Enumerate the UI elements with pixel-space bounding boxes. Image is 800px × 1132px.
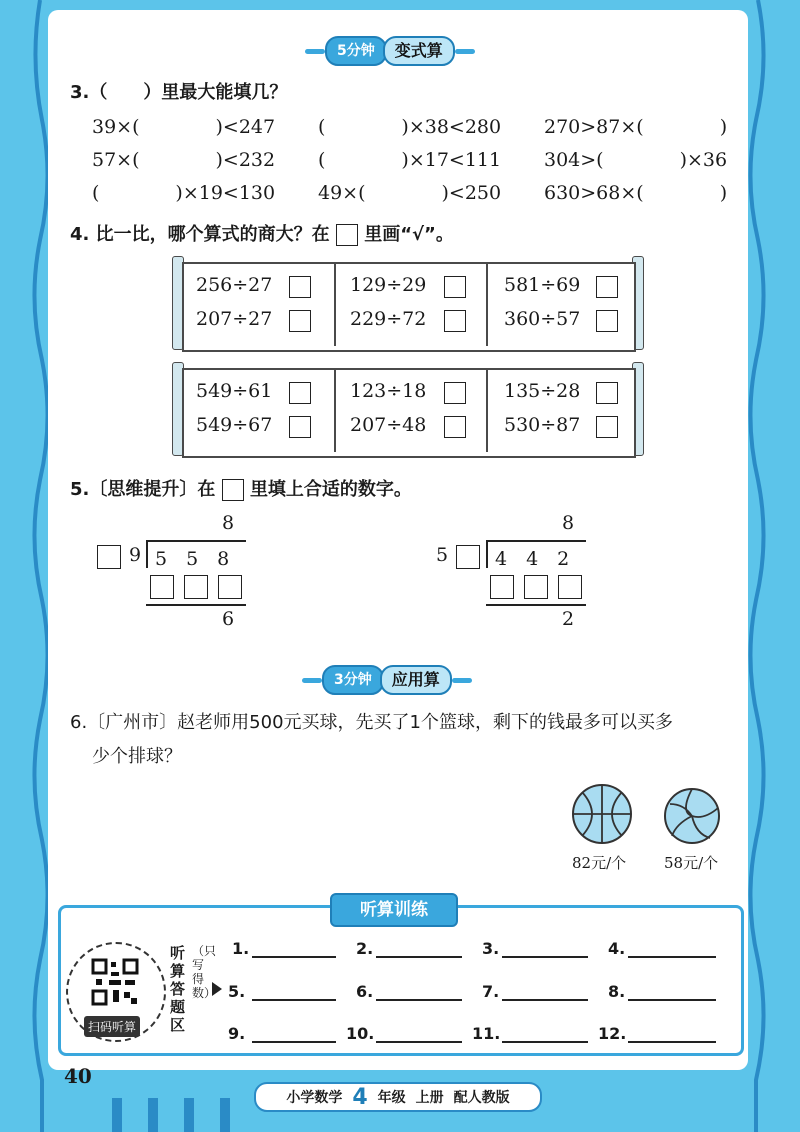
answer-checkbox[interactable] [444, 276, 466, 298]
drill-minutes: 5分钟 [325, 36, 387, 66]
answer-checkbox[interactable] [289, 276, 311, 298]
question-6-line2: 少个排球？ [92, 746, 182, 767]
question-5-title [70, 475, 412, 501]
answer-line[interactable] [502, 1041, 588, 1043]
dividend: 4 4 2 [495, 548, 570, 570]
product-digit-box[interactable] [184, 575, 208, 599]
listening-title: 听算训练 [330, 893, 458, 927]
apply-minutes: 3分钟 [322, 665, 384, 695]
compare-cell [334, 370, 488, 452]
q3-row3-col2: 49×( )<250 [318, 182, 502, 204]
answer-checkbox[interactable] [444, 310, 466, 332]
division-bracket [146, 540, 148, 568]
divisor-digit: 5 [436, 544, 449, 566]
scan-label: 扫码听算 [84, 1016, 140, 1037]
compare-cell [486, 370, 630, 452]
answer-line[interactable] [628, 1041, 716, 1043]
footer-edition: 配人教版 [453, 1090, 510, 1106]
answer-checkbox[interactable] [596, 416, 618, 438]
subtraction-line [146, 604, 246, 606]
q3-row1-col1: 39×( )<247 [92, 116, 276, 138]
expression: 530÷87 [504, 414, 581, 436]
compare-cell [184, 264, 336, 346]
basketball-price: 82元/个 [572, 854, 627, 872]
volleyball-icon [662, 786, 722, 846]
drill-title: 变式算 [383, 36, 455, 66]
answer-line[interactable] [376, 1041, 462, 1043]
answer-line[interactable] [376, 999, 462, 1001]
qr-code-icon[interactable] [91, 958, 139, 1006]
drill-banner [305, 38, 475, 64]
footer-subject: 小学数学 [286, 1090, 343, 1106]
divisor-digit-box[interactable] [97, 545, 121, 569]
division-bar [146, 540, 246, 542]
answer-number: 7. [482, 982, 500, 1001]
product-digit-box[interactable] [218, 575, 242, 599]
answer-checkbox[interactable] [596, 310, 618, 332]
question-4-title [70, 220, 454, 246]
answer-checkbox[interactable] [289, 416, 311, 438]
expression: 229÷72 [350, 308, 427, 330]
q4-title-post: 里画“√”。 [364, 224, 454, 245]
q3-row2-col3: 304>( )×36 [544, 149, 728, 171]
expression: 360÷57 [504, 308, 581, 330]
footer-volume: 上册 [415, 1090, 444, 1106]
question-6-line1: 6.〔广州市〕赵老师用500元买球，先买了1个篮球，剩下的钱最多可以买多 [70, 712, 673, 733]
dividend: 5 5 8 [155, 548, 230, 570]
divisor-digit-box[interactable] [456, 545, 480, 569]
answer-number: 1. [232, 939, 250, 958]
answer-checkbox[interactable] [596, 276, 618, 298]
answer-area-note: （只写得数） [192, 944, 217, 1000]
expression: 256÷27 [196, 274, 273, 296]
division-bar [486, 540, 586, 542]
answer-line[interactable] [502, 999, 588, 1001]
answer-checkbox[interactable] [596, 382, 618, 404]
answer-box-icon [222, 479, 244, 501]
basketball-icon [570, 782, 634, 846]
answer-number: 5. [228, 982, 246, 1001]
answer-number: 3. [482, 939, 500, 958]
answer-line[interactable] [252, 1041, 336, 1043]
q3-row3-col3: 630>68×( ) [544, 182, 728, 204]
answer-line[interactable] [252, 956, 336, 958]
expression: 549÷67 [196, 414, 273, 436]
apply-title: 应用算 [380, 665, 452, 695]
compare-cell [334, 264, 488, 346]
volleyball-price: 58元/个 [664, 854, 719, 872]
q5-title-post: 里填上合适的数字。 [249, 479, 412, 500]
q3-row1-col3: 270>87×( ) [544, 116, 728, 138]
compare-cell [486, 264, 630, 346]
q5-title-pre: 5.〔思维提升〕在 [70, 479, 216, 500]
divisor-digit: 9 [129, 544, 142, 566]
q3-row2-col1: 57×( )<232 [92, 149, 276, 171]
answer-area-label: 听算答题区 [170, 944, 186, 1034]
product-digit-box[interactable] [150, 575, 174, 599]
product-digit-box[interactable] [524, 575, 548, 599]
expression: 581÷69 [504, 274, 581, 296]
expression: 135÷28 [504, 380, 581, 402]
compare-cell [184, 370, 336, 452]
subtraction-line [486, 604, 586, 606]
compare-board-1 [182, 262, 636, 352]
answer-number: 6. [356, 982, 374, 1001]
expression: 207÷48 [350, 414, 427, 436]
answer-number: 11. [472, 1024, 501, 1043]
answer-checkbox[interactable] [289, 310, 311, 332]
answer-number: 8. [608, 982, 626, 1001]
answer-line[interactable] [628, 956, 716, 958]
book-spine-decoration [112, 1098, 232, 1132]
answer-number: 10. [346, 1024, 375, 1043]
compare-board-2 [182, 368, 636, 458]
division-bracket [486, 540, 488, 568]
quotient: 8 [222, 512, 235, 534]
q3-row2-col2: ( )×17<111 [318, 149, 502, 171]
question-3-title: 3.（ ）里最大能填几？ [70, 82, 288, 103]
apply-banner [302, 667, 472, 693]
page-number: 40 [64, 1064, 92, 1088]
answer-checkbox[interactable] [444, 382, 466, 404]
expression: 549÷61 [196, 380, 273, 402]
footer-grade-number: 4 [352, 1084, 368, 1110]
footer-book-info [254, 1082, 542, 1112]
q3-row1-col2: ( )×38<280 [318, 116, 502, 138]
product-digit-box[interactable] [558, 575, 582, 599]
expression: 123÷18 [350, 380, 427, 402]
expression: 207÷27 [196, 308, 273, 330]
answer-checkbox[interactable] [289, 382, 311, 404]
answer-line[interactable] [628, 999, 716, 1001]
arrow-right-icon [212, 982, 222, 996]
answer-number: 9. [228, 1024, 246, 1043]
remainder: 2 [562, 608, 575, 630]
product-digit-box[interactable] [490, 575, 514, 599]
quotient: 8 [562, 512, 575, 534]
answer-checkbox[interactable] [444, 416, 466, 438]
answer-line[interactable] [376, 956, 462, 958]
footer-grade: 年级 [377, 1090, 406, 1106]
q4-title-pre: 4. 比一比，哪个算式的商大？在 [70, 224, 330, 245]
expression: 129÷29 [350, 274, 427, 296]
answer-line[interactable] [502, 956, 588, 958]
answer-number: 2. [356, 939, 374, 958]
answer-number: 4. [608, 939, 626, 958]
q3-row3-col1: ( )×19<130 [92, 182, 276, 204]
remainder: 6 [222, 608, 235, 630]
answer-line[interactable] [252, 999, 336, 1001]
answer-number: 12. [598, 1024, 627, 1043]
answer-box-icon [336, 224, 358, 246]
